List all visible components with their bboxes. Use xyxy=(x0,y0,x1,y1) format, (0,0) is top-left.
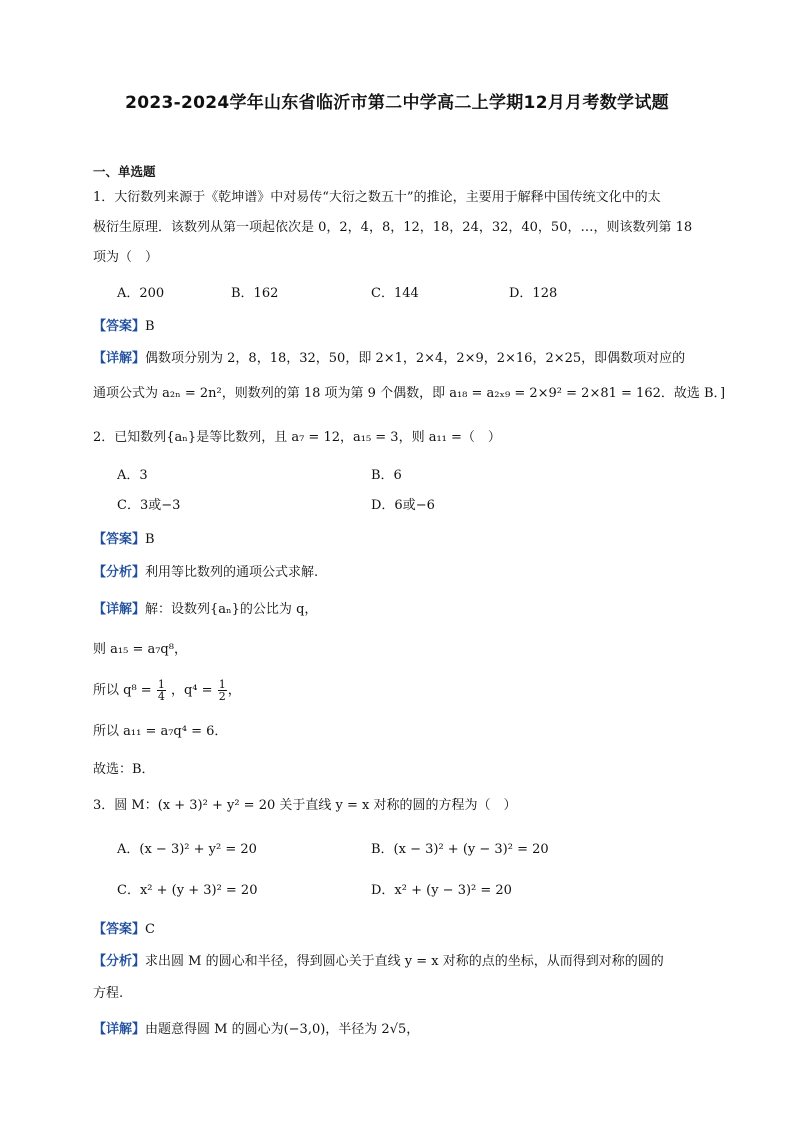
fraction-denominator: 4 xyxy=(157,690,165,703)
answer-label: 【答案】 xyxy=(93,922,146,937)
q3-analysis-line-2: 方程. xyxy=(93,986,124,1001)
q3-option-c: C．x² + (y + 3)² = 20 xyxy=(117,883,258,898)
q3-option-b: B．(x − 3)² + (y − 3)² = 20 xyxy=(371,842,549,857)
q2-detail-line-1 xyxy=(93,600,317,620)
q1-option-a: A．200 xyxy=(117,286,165,301)
q2-analysis-text: 利用等比数列的通项公式求解. xyxy=(145,565,319,580)
q3-detail xyxy=(93,1020,419,1040)
q3-answer-value: C xyxy=(145,922,155,937)
q2-option-b: B．6 xyxy=(371,468,402,483)
q2-step-1: 则 a₁₅ = a₇q⁸， xyxy=(93,642,187,657)
q3-option-a: A．(x − 3)² + y² = 20 xyxy=(117,842,257,857)
analysis-label: 【分析】 xyxy=(93,954,146,969)
q2-step-2-mid: ，q⁴ = xyxy=(170,683,213,698)
answer-label: 【答案】 xyxy=(93,532,146,547)
fraction-one-quarter xyxy=(157,679,166,702)
section-heading: 一、单选题 xyxy=(93,164,156,179)
detail-label: 【详解】 xyxy=(93,1022,146,1037)
q2-step-2-suffix: ， xyxy=(227,683,241,698)
q2-analysis xyxy=(93,563,318,583)
q1-detail-line-1 xyxy=(93,349,685,369)
page-title: 2023-2024学年山东省临沂市第二中学高二上学期12月月考数学试题 xyxy=(125,93,669,113)
q2-conclusion: 故选：B． xyxy=(93,762,155,777)
q1-option-b: B．162 xyxy=(231,286,279,301)
q3-option-d: D．x² + (y − 3)² = 20 xyxy=(371,883,512,898)
q3-analysis-text-1: 求出圆 M 的圆心和半径，得到圆心关于直线 y = x 对称的点的坐标，从而得到对称的圆的 xyxy=(145,954,664,969)
q3-stem: 3．圆 M：(x + 3)² + y² = 20 关于直线 y = x 对称的圆的方程为（ ） xyxy=(93,798,517,813)
q2-stem: 2．已知数列{aₙ}是等比数列，且 a₇ = 12，a₁₅ = 3，则 a₁₁ =（ ） xyxy=(93,430,501,445)
q1-answer xyxy=(93,317,155,337)
fraction-numerator: 1 xyxy=(218,678,226,691)
q2-option-a: A．3 xyxy=(117,468,148,483)
q2-option-c: C．3或−3 xyxy=(117,498,181,513)
q2-detail-text-1: 解：设数列{aₙ}的公比为 q， xyxy=(145,602,318,617)
fraction-denominator: 2 xyxy=(218,690,226,703)
fraction-one-half xyxy=(218,679,227,702)
q1-stem-line-3: 项为（ ） xyxy=(93,250,159,265)
q1-option-c: C．144 xyxy=(371,286,419,301)
q1-stem-line-2: 极衍生原理．该数列从第一项起依次是 0，2，4，8，12，18，24，32，40，50，…，则该数列第 18 xyxy=(93,220,693,235)
q1-option-d: D．128 xyxy=(509,286,558,301)
q3-analysis-line-1 xyxy=(93,952,664,972)
detail-label: 【详解】 xyxy=(93,602,146,617)
q2-answer-value: B xyxy=(145,532,155,547)
fraction-numerator: 1 xyxy=(157,678,165,691)
q2-step-2-prefix: 所以 q⁸ = xyxy=(93,683,152,698)
q2-answer xyxy=(93,530,155,550)
q2-step-3: 所以 a₁₁ = a₇q⁴ = 6． xyxy=(93,724,228,739)
q3-answer xyxy=(93,920,155,940)
analysis-label: 【分析】 xyxy=(93,565,146,580)
q1-detail-text-1: 偶数项分别为 2，8，18，32，50，即 2×1，2×4，2×9，2×16，2×25，即偶数项对应的 xyxy=(145,351,686,366)
detail-label: 【详解】 xyxy=(93,351,146,366)
q2-option-d: D．6或−6 xyxy=(371,498,435,513)
q2-step-2 xyxy=(93,679,241,702)
q1-answer-value: B xyxy=(145,319,155,334)
q3-detail-text: 由题意得圆 M 的圆心为(−3,0)，半径为 2√5， xyxy=(145,1022,420,1037)
q1-stem-line-1: 1．大衍数列来源于《乾坤谱》中对易传“大衍之数五十”的推论，主要用于解释中国传统文化中的太 xyxy=(93,190,661,205)
q1-detail-line-2: 通项公式为 a₂ₙ = 2n²，则数列的第 18 项为第 9 个偶数，即 a₁₈ = a₂ₓ₉ = 2×9² = 2×81 = 162．故选 B．] xyxy=(93,386,726,401)
answer-label: 【答案】 xyxy=(93,319,146,334)
